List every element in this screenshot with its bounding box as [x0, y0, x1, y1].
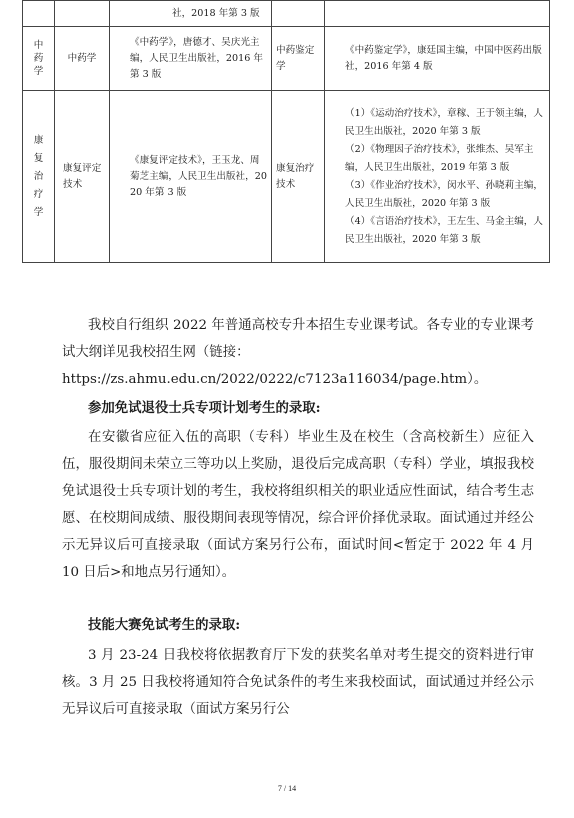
course-name-cell: 康复评定技术 — [55, 91, 110, 263]
course-name-cell: 中药鉴定学 — [272, 27, 325, 91]
textbook-cell: 《中药学》，唐德才、吴庆光主编，人民卫生出版社，2016 年第 3 版 — [110, 27, 272, 91]
course-name-cell: 中药学 — [55, 27, 110, 91]
table-cell — [55, 1, 110, 27]
discipline-cell: 康 复 治 疗 学 — [23, 91, 55, 263]
table-cell — [272, 1, 325, 27]
syllabus-link[interactable]: https://zs.ahmu.edu.cn/2022/0222/c7123a116034/page.htm）。 — [62, 372, 488, 387]
table-row — [23, 91, 550, 263]
paragraph-text: 我校自行组织 2022 年普通高校专升本招生专业课考试。各专业的专业课考试大纲详见我校招生网（链接： — [62, 318, 534, 360]
table-cell — [23, 1, 55, 27]
textbook-cell: （1）《运动治疗技术》，章稼、王于领主编，人民卫生出版社，2020 年第 3 版 （2）《物理因子治疗技术》，张维杰、吴军主编，人民卫生出版社，2019 年第 3 版 （3）《作业治疗技术》，闵水平、孙晓莉主编，人民卫生出版社，2020 年第 3 版 （4）《言语治疗技术》，王左生、马金主编，人民卫生出版社，2020 年第 3 版 — [325, 91, 550, 263]
section-heading-skills-competition: 技能大赛免试考生的录取: — [88, 617, 241, 633]
textbook-cell: 《中药鉴定学》，康廷国主编，中国中医药出版社，2016 年第 4 版 — [325, 27, 550, 91]
table-cell: 社，2018 年第 3 版 — [110, 1, 272, 27]
course-textbook-table — [22, 0, 550, 263]
course-name-cell: 康复治疗技术 — [272, 91, 325, 263]
exam-organization-paragraph — [62, 312, 534, 366]
table-cell — [325, 1, 550, 27]
page-number: 7 / 14 — [277, 784, 297, 793]
section-heading-veterans: 参加免试退役士兵专项计划考生的录取: — [88, 400, 321, 416]
table-row — [23, 1, 550, 27]
veterans-admission-paragraph: 在安徽省应征入伍的高职（专科）毕业生及在校生（含高校新生）应征入伍，服役期间未荣立三等功以上奖励，退役后完成高职（专科）学业，填报我校免试退役士兵专项计划的考生，我校将组织相关的职业适应性面试，结合考生志愿、在校期间成绩、服役期间表现等情况，综合评价择优录取。面试通过并经公示无异议后可直接录取（面试方案另行公布，面试时间<暂定于 2022 年 4 月 10 日后>和地点另行通知）。 — [62, 430, 534, 580]
discipline-cell: 中 药 学 — [23, 27, 55, 91]
textbook-cell: 《康复评定技术》，王玉龙、周菊芝主编，人民卫生出版社，2020 年第 3 版 — [110, 91, 272, 263]
table-row — [23, 27, 550, 91]
skills-competition-paragraph: 3 月 23-24 日我校将依据教育厅下发的获奖名单对考生提交的资料进行审核。3 月 25 日我校将通知符合免试条件的考生来我校面试，面试通过并经公示无异议后可直接录取（面试方案另行公 — [62, 648, 534, 717]
